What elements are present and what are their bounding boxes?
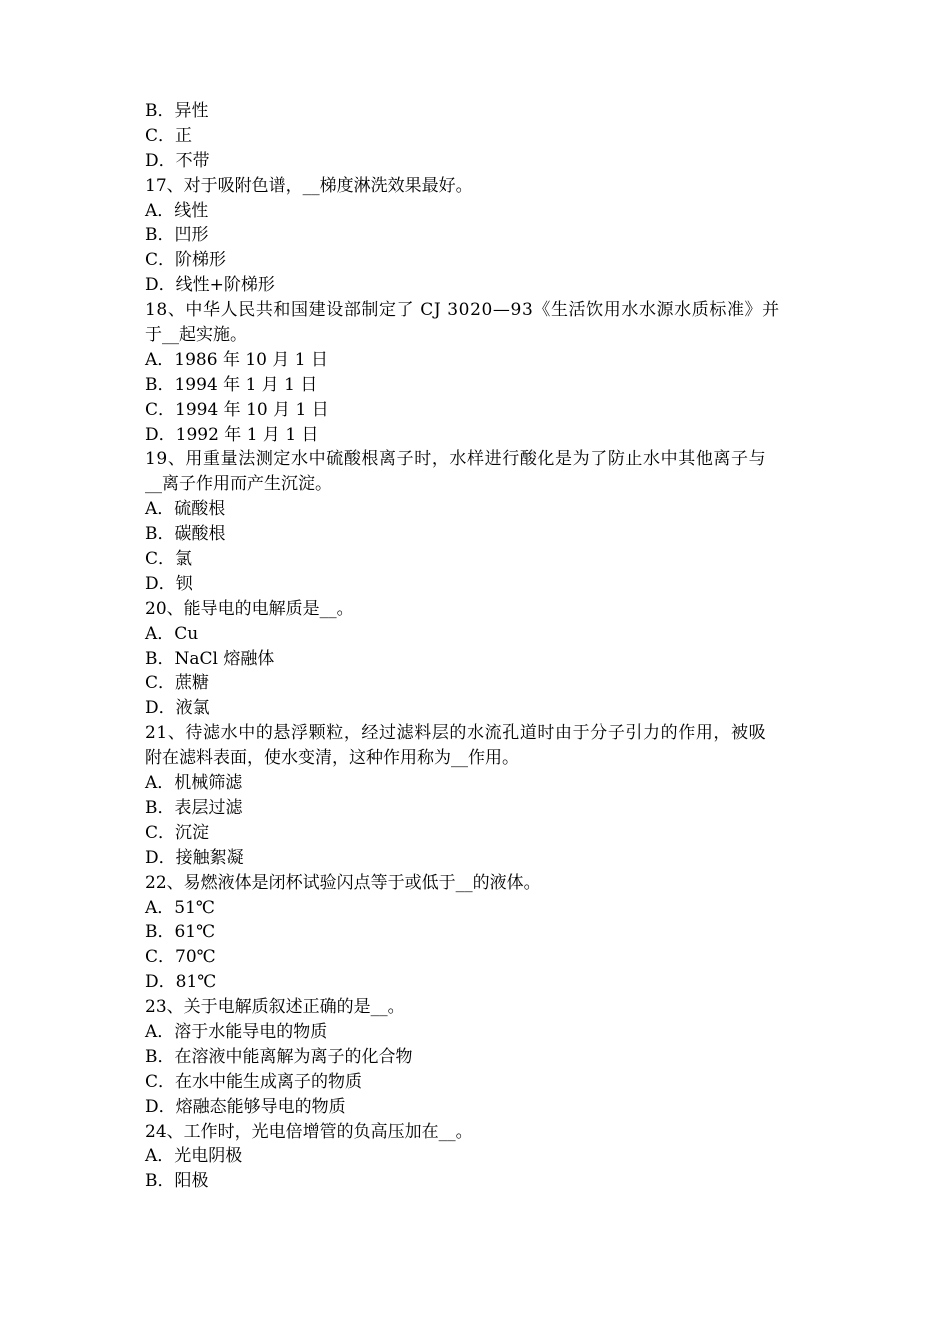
option-line: C．1994 年 10 月 1 日 (145, 399, 329, 420)
option-line: B．NaCl 熔融体 (145, 648, 275, 669)
option-line: A．溶于水能导电的物质 (145, 1021, 328, 1042)
question-19: 19、用重量法测定水中硫酸根离子时，水样进行酸化是为了防止水中其他离子与 (145, 449, 767, 470)
option-line: A．Cu (145, 623, 199, 644)
option-line: C．70℃ (145, 947, 216, 968)
option-line: A．1986 年 10 月 1 日 (145, 349, 329, 370)
option-line: B．表层过滤 (145, 797, 243, 818)
option-line: C．氯 (145, 549, 193, 570)
question-23: 23、关于电解质叙述正确的是__。 (145, 997, 405, 1018)
option-line: C．蔗糖 (145, 673, 210, 694)
option-line: D．接触絮凝 (145, 847, 244, 868)
option-line: A．机械筛滤 (145, 773, 243, 794)
question-18: 18、中华人民共和国建设部制定了 CJ 3020—93《生活饮用水水源水质标准》并 (145, 300, 780, 321)
option-line: D．熔融态能够导电的物质 (145, 1096, 346, 1117)
option-line: B．阳极 (145, 1171, 209, 1192)
option-line: D．不带 (145, 150, 210, 171)
question-20: 20、能导电的电解质是__。 (145, 598, 354, 619)
question-22: 22、易燃液体是闭杯试验闪点等于或低于__的液体。 (145, 872, 541, 893)
question-21: 21、待滤水中的悬浮颗粒，经过滤料层的水流孔道时由于分子引力的作用，被吸 (145, 723, 767, 744)
option-line: B．在溶液中能离解为离子的化合物 (145, 1046, 413, 1067)
option-line: B．碳酸根 (145, 524, 226, 545)
option-line: A．硫酸根 (145, 499, 226, 520)
question-18-cont: 于__起实施。 (145, 325, 247, 346)
question-21-cont: 附在滤料表面，使水变清，这种作用称为__作用。 (145, 748, 519, 769)
option-line: D．1992 年 1 月 1 日 (145, 424, 319, 445)
question-24: 24、工作时，光电倍增管的负高压加在__。 (145, 1121, 473, 1142)
option-line: A．51℃ (145, 897, 215, 918)
option-line: B．异性 (145, 101, 209, 121)
option-line: B．凹形 (145, 225, 209, 246)
question-17: 17、对于吸附色谱，__梯度淋洗效果最好。 (145, 175, 473, 196)
option-line: C．正 (145, 125, 193, 146)
option-line: D．81℃ (145, 972, 217, 993)
option-line: D．液氯 (145, 698, 210, 719)
option-line: B．1994 年 1 月 1 日 (145, 374, 318, 395)
option-line: C．沉淀 (145, 822, 210, 843)
document-page (145, 99, 815, 1194)
option-line: C．在水中能生成离子的物质 (145, 1071, 363, 1092)
option-line: A．线性 (145, 200, 209, 221)
option-line: A．光电阴极 (145, 1146, 243, 1167)
option-line: B．61℃ (145, 922, 216, 943)
option-line: D．钡 (145, 573, 193, 594)
option-line: D．线性+阶梯形 (145, 275, 275, 296)
option-line: C．阶梯形 (145, 250, 227, 271)
question-19-cont: __离子作用而产生沉淀。 (145, 474, 332, 495)
